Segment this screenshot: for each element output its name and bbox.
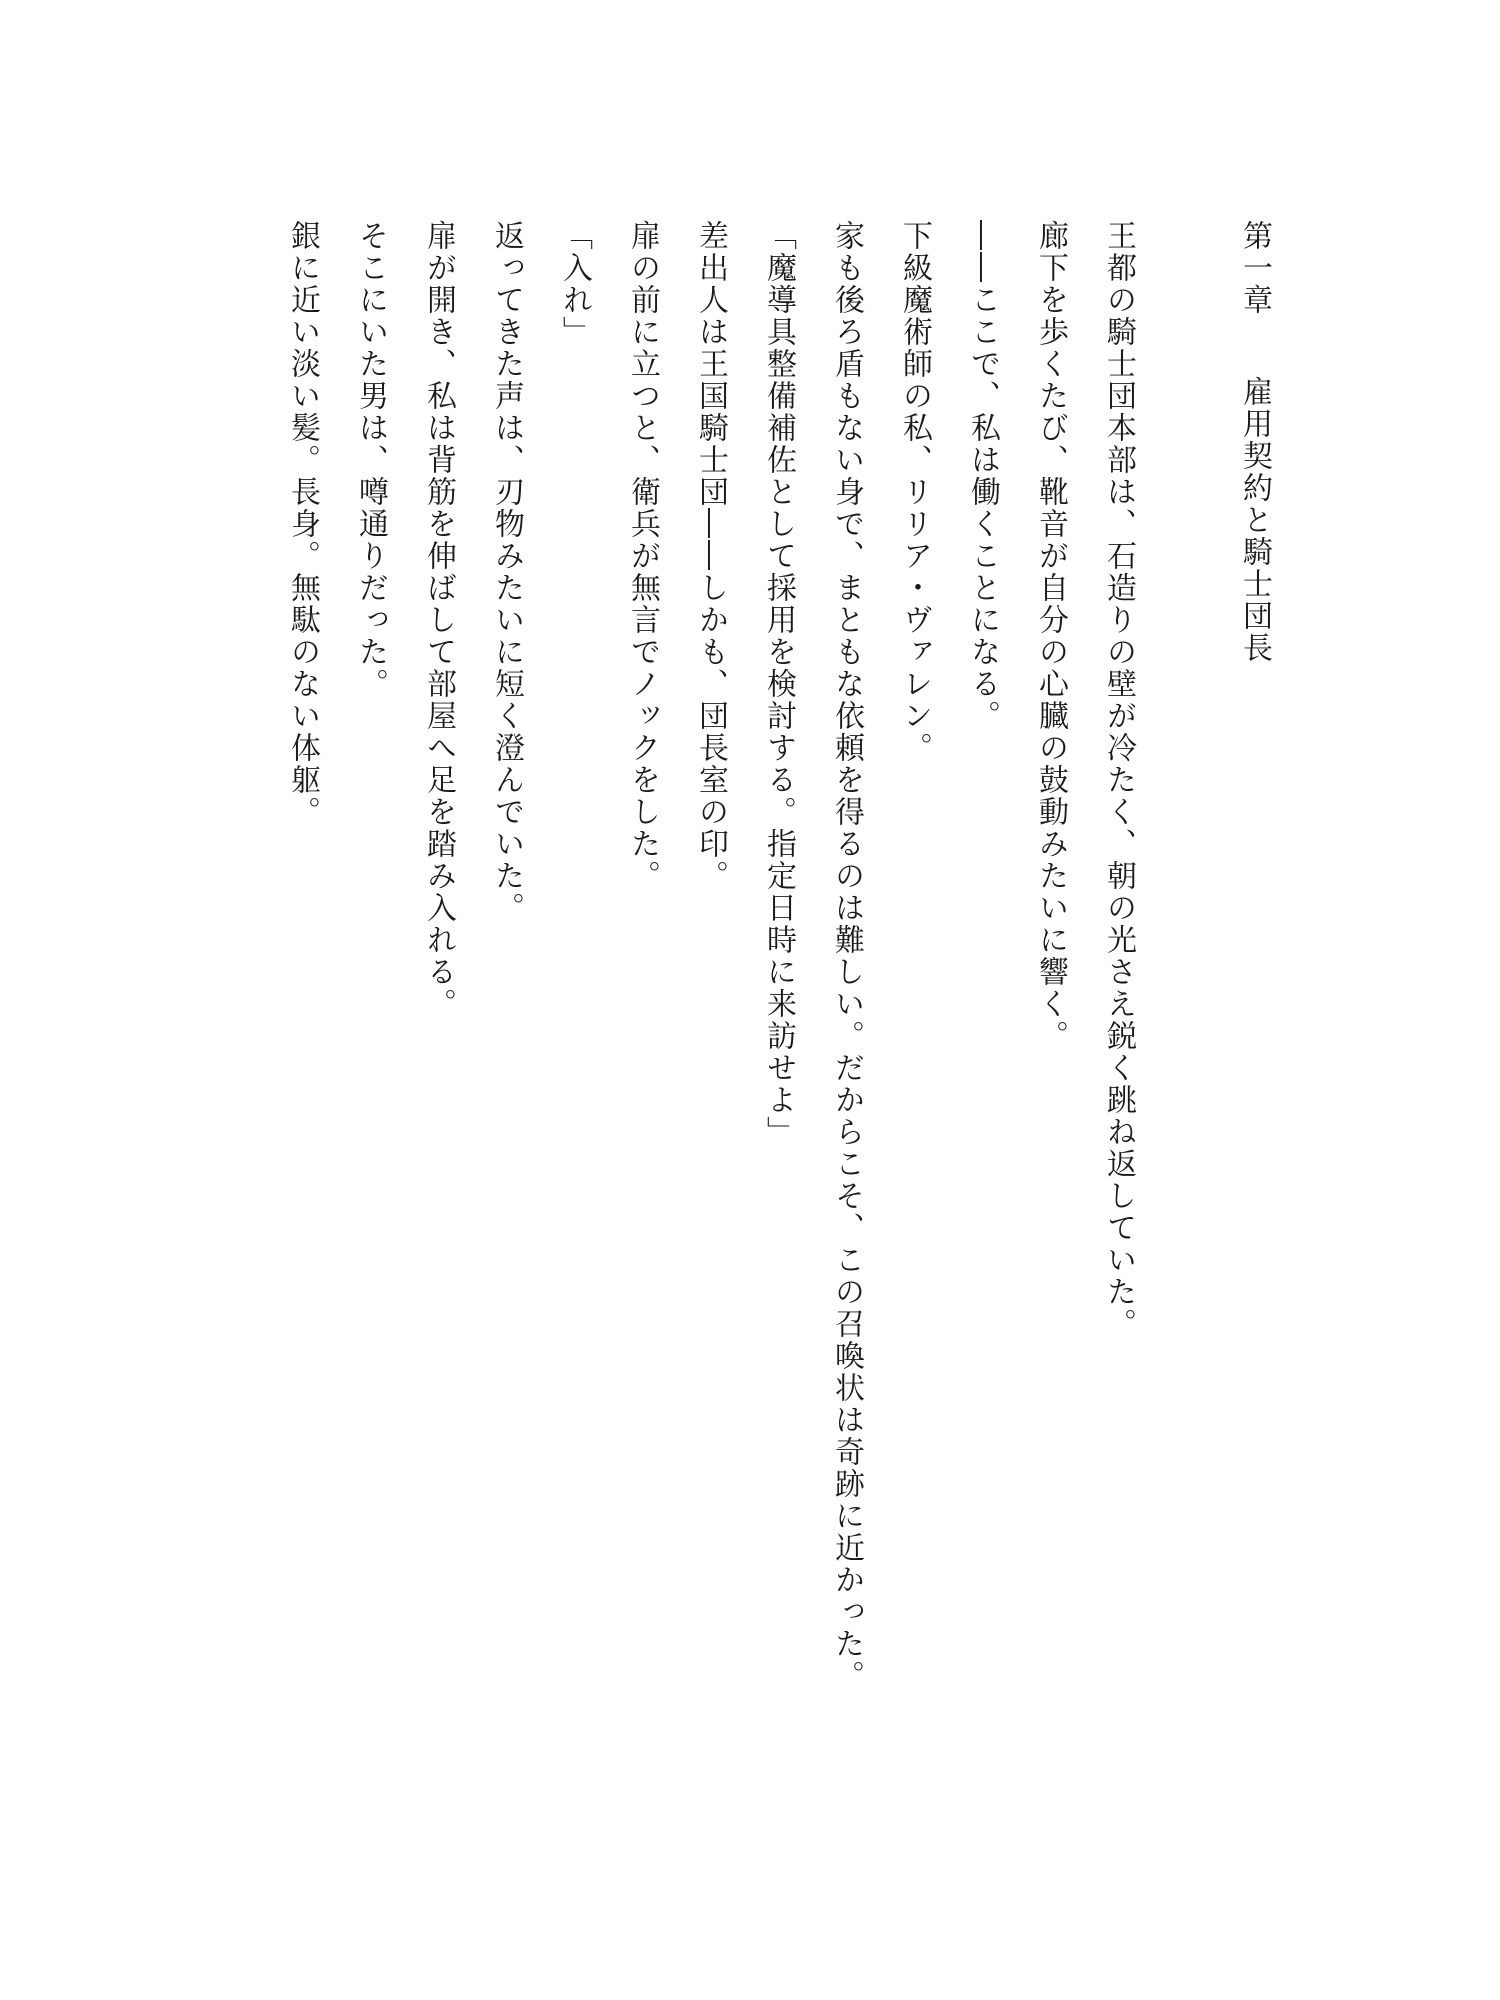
paragraph: 扉が開き、私は背筋を伸ばして部屋へ足を踏み入れる。 — [421, 220, 456, 1020]
paragraph: 銀に近い淡い髪。長身。無駄のない体躯。 — [285, 220, 320, 828]
paragraph: 「魔導具整備補佐として採用を検討する。指定日時に来訪せよ」 — [761, 220, 796, 1148]
paragraph: ――ここで、私は働くことになる。 — [965, 220, 1000, 732]
paragraph: 王都の騎士団本部は、石造りの壁が冷たく、朝の光さえ鋭く跳ね返していた。 — [1101, 220, 1136, 1340]
paragraph: 家も後ろ盾もない身で、まともな依頼を得るのは難しい。だからこそ、この召喚状は奇跡に近かった。 — [829, 220, 864, 1692]
vertical-text-body — [268, 220, 1288, 1860]
paragraph: そこにいた男は、噂通りだった。 — [353, 220, 388, 700]
paragraph: 扉の前に立つと、衛兵が無言でノックをした。 — [625, 220, 660, 892]
paragraph: 「入れ」 — [557, 220, 592, 348]
chapter-number: 第一章 — [1237, 220, 1272, 316]
chapter-title: 雇用契約と騎士団長 — [1237, 376, 1272, 664]
paragraph: 差出人は王国騎士団――しかも、団長室の印。 — [693, 220, 728, 892]
paragraph: 廊下を歩くたび、靴音が自分の心臓の鼓動みたいに響く。 — [1033, 220, 1068, 1052]
paragraph: 下級魔術師の私、リリア・ヴァレン。 — [897, 220, 932, 764]
chapter-heading — [1220, 220, 1288, 1860]
paragraph: 返ってきた声は、刃物みたいに短く澄んでいた。 — [489, 220, 524, 924]
